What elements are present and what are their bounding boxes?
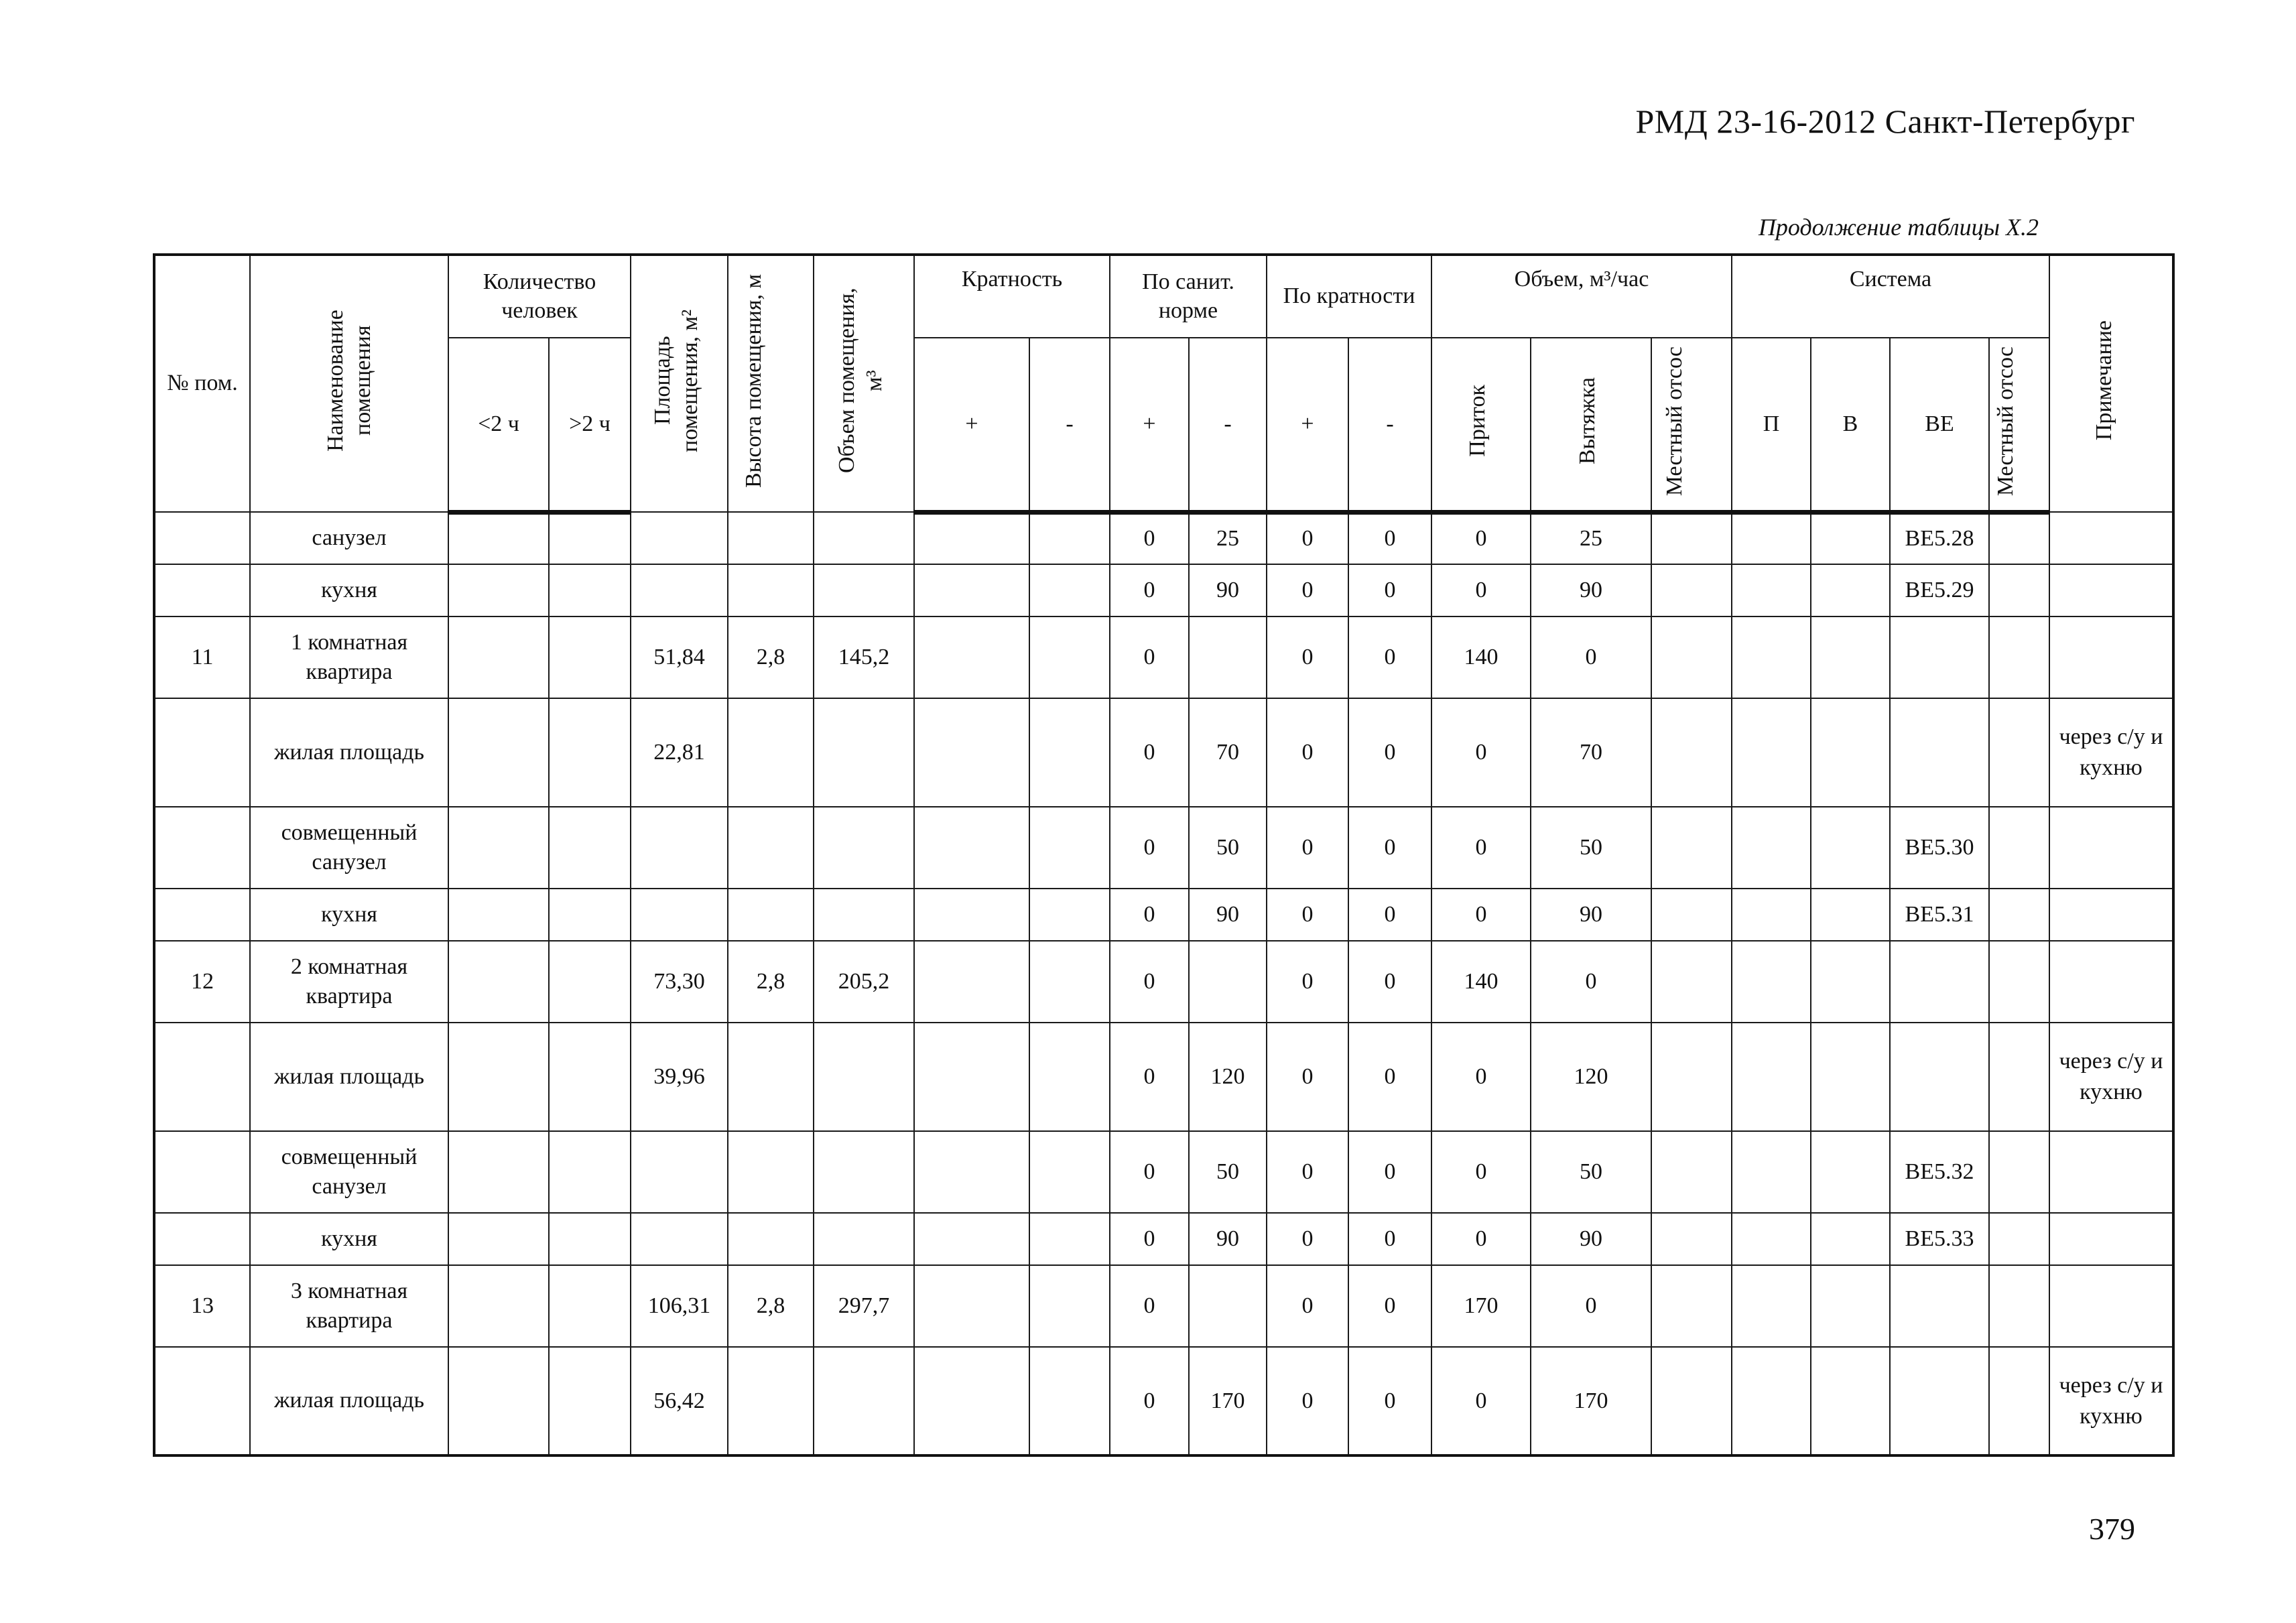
- cell-room-number: [154, 1347, 250, 1455]
- cell-pritok: 0: [1431, 1023, 1531, 1131]
- page-number: 379: [2089, 1512, 2135, 1546]
- cell-volume: [814, 1023, 914, 1131]
- cell-height: 2,8: [728, 1265, 814, 1347]
- cell-sanit-plus: 0: [1110, 616, 1189, 698]
- cell-pritok: 0: [1431, 512, 1531, 564]
- cell-sys-p: [1732, 564, 1811, 616]
- cell-kratnost-minus: [1029, 564, 1110, 616]
- cell-note: [2049, 889, 2173, 941]
- cell-note: [2049, 941, 2173, 1023]
- cell-sys-ve: ВЕ5.28: [1890, 512, 1989, 564]
- cell-sanit-plus: 0: [1110, 1265, 1189, 1347]
- cell-room-name: 3 комнатная квартира: [250, 1265, 448, 1347]
- cell-people-lt2: [448, 698, 549, 807]
- cell-sys-ve: ВЕ5.29: [1890, 564, 1989, 616]
- cell-sys-local-exhaust: [1989, 941, 2049, 1023]
- cell-kratnost-plus: [914, 616, 1029, 698]
- table-row: [154, 889, 2173, 941]
- cell-note: [2049, 564, 2173, 616]
- cell-people-gt2: [549, 512, 631, 564]
- cell-sanit-minus: 50: [1189, 1131, 1267, 1213]
- header-room-name: Наименование помещения: [250, 255, 448, 512]
- cell-vytyazhka: 70: [1531, 698, 1651, 807]
- header-krat-minus: -: [1348, 338, 1431, 512]
- table-row: [154, 512, 2173, 564]
- cell-sys-ve: [1890, 941, 1989, 1023]
- table-row: [154, 1213, 2173, 1265]
- cell-note: [2049, 1213, 2173, 1265]
- ventilation-table-container: [153, 253, 2175, 1457]
- cell-volume: [814, 889, 914, 941]
- cell-kratnost-minus: [1029, 1265, 1110, 1347]
- cell-sanit-plus: 0: [1110, 941, 1189, 1023]
- cell-kratnost-plus: [914, 941, 1029, 1023]
- table-row: [154, 807, 2173, 889]
- cell-kratnost-minus: [1029, 1131, 1110, 1213]
- cell-volume: 145,2: [814, 616, 914, 698]
- cell-people-gt2: [549, 698, 631, 807]
- cell-room-number: [154, 1213, 250, 1265]
- cell-area: 22,81: [631, 698, 728, 807]
- header-sys-v: В: [1811, 338, 1890, 512]
- cell-krat-minus: 0: [1348, 1131, 1431, 1213]
- cell-kratnost-plus: [914, 889, 1029, 941]
- cell-krat-plus: 0: [1267, 698, 1348, 807]
- cell-krat-minus: 0: [1348, 1265, 1431, 1347]
- cell-height: [728, 1213, 814, 1265]
- cell-krat-minus: 0: [1348, 512, 1431, 564]
- header-krat-plus: +: [1267, 338, 1348, 512]
- cell-pritok: 0: [1431, 889, 1531, 941]
- cell-sys-v: [1811, 512, 1890, 564]
- cell-krat-minus: 0: [1348, 941, 1431, 1023]
- cell-sys-p: [1732, 512, 1811, 564]
- cell-people-lt2: [448, 807, 549, 889]
- cell-sys-local-exhaust: [1989, 807, 2049, 889]
- cell-local-exhaust: [1651, 807, 1732, 889]
- cell-sys-v: [1811, 941, 1890, 1023]
- cell-local-exhaust: [1651, 512, 1732, 564]
- cell-krat-minus: 0: [1348, 564, 1431, 616]
- header-vytyazhka: Вытяжка: [1531, 338, 1651, 512]
- cell-sys-ve: [1890, 1265, 1989, 1347]
- cell-height: [728, 698, 814, 807]
- cell-room-number: [154, 1131, 250, 1213]
- cell-people-gt2: [549, 1265, 631, 1347]
- cell-vytyazhka: 90: [1531, 889, 1651, 941]
- cell-people-lt2: [448, 941, 549, 1023]
- header-local-exhaust: Местный отсос: [1651, 338, 1732, 512]
- cell-vytyazhka: 50: [1531, 1131, 1651, 1213]
- cell-vytyazhka: 0: [1531, 941, 1651, 1023]
- cell-volume: [814, 564, 914, 616]
- cell-sys-v: [1811, 807, 1890, 889]
- cell-volume: 297,7: [814, 1265, 914, 1347]
- cell-krat-plus: 0: [1267, 1213, 1348, 1265]
- cell-people-lt2: [448, 564, 549, 616]
- cell-people-lt2: [448, 1213, 549, 1265]
- cell-people-gt2: [549, 1023, 631, 1131]
- table-row: [154, 941, 2173, 1023]
- cell-sanit-plus: 0: [1110, 1347, 1189, 1455]
- cell-sys-ve: [1890, 698, 1989, 807]
- cell-sanit-minus: 90: [1189, 889, 1267, 941]
- cell-room-number: [154, 512, 250, 564]
- cell-sanit-minus: 90: [1189, 564, 1267, 616]
- cell-people-gt2: [549, 1213, 631, 1265]
- cell-pritok: 0: [1431, 1213, 1531, 1265]
- cell-krat-plus: 0: [1267, 1347, 1348, 1455]
- header-kratnost: Кратность: [914, 255, 1110, 338]
- cell-sanit-minus: 120: [1189, 1023, 1267, 1131]
- table-row: [154, 1347, 2173, 1455]
- cell-sys-ve: ВЕ5.33: [1890, 1213, 1989, 1265]
- cell-local-exhaust: [1651, 1131, 1732, 1213]
- cell-note: [2049, 1131, 2173, 1213]
- cell-kratnost-minus: [1029, 512, 1110, 564]
- table-row: [154, 564, 2173, 616]
- cell-room-name: жилая площадь: [250, 698, 448, 807]
- cell-sys-v: [1811, 1213, 1890, 1265]
- cell-area: [631, 1131, 728, 1213]
- table-row: [154, 616, 2173, 698]
- cell-room-name: кухня: [250, 564, 448, 616]
- cell-local-exhaust: [1651, 616, 1732, 698]
- table-row: [154, 1023, 2173, 1131]
- cell-vytyazhka: 90: [1531, 564, 1651, 616]
- cell-volume: 205,2: [814, 941, 914, 1023]
- cell-sys-v: [1811, 889, 1890, 941]
- cell-people-lt2: [448, 889, 549, 941]
- cell-room-name: совмещенный санузел: [250, 1131, 448, 1213]
- cell-sys-ve: ВЕ5.30: [1890, 807, 1989, 889]
- cell-krat-plus: 0: [1267, 616, 1348, 698]
- cell-room-name: кухня: [250, 1213, 448, 1265]
- cell-sys-v: [1811, 1347, 1890, 1455]
- cell-sys-p: [1732, 941, 1811, 1023]
- cell-krat-plus: 0: [1267, 807, 1348, 889]
- cell-local-exhaust: [1651, 889, 1732, 941]
- cell-room-name: санузел: [250, 512, 448, 564]
- cell-note: [2049, 616, 2173, 698]
- cell-room-number: [154, 698, 250, 807]
- cell-volume: [814, 1131, 914, 1213]
- cell-people-lt2: [448, 512, 549, 564]
- header-sys-ve: ВЕ: [1890, 338, 1989, 512]
- header-height: Высота помещения, м: [728, 255, 814, 512]
- cell-vytyazhka: 90: [1531, 1213, 1651, 1265]
- header-system: Система: [1732, 255, 2049, 338]
- table-row: [154, 1265, 2173, 1347]
- cell-height: 2,8: [728, 616, 814, 698]
- cell-people-gt2: [549, 564, 631, 616]
- cell-kratnost-minus: [1029, 616, 1110, 698]
- cell-vytyazhka: 25: [1531, 512, 1651, 564]
- cell-sanit-minus: 50: [1189, 807, 1267, 889]
- header-people-lt2: <2 ч: [448, 338, 549, 512]
- cell-height: [728, 564, 814, 616]
- header-pritok: Приток: [1431, 338, 1531, 512]
- cell-sanit-minus: 170: [1189, 1347, 1267, 1455]
- cell-kratnost-minus: [1029, 1023, 1110, 1131]
- header-sys-local-exhaust: Местный отсос: [1989, 338, 2049, 512]
- document-header: РМД 23-16-2012 Санкт-Петербург: [1635, 103, 2135, 140]
- cell-sys-local-exhaust: [1989, 564, 2049, 616]
- header-sanit-minus: -: [1189, 338, 1267, 512]
- cell-sanit-plus: 0: [1110, 1023, 1189, 1131]
- cell-note: [2049, 512, 2173, 564]
- cell-sys-ve: ВЕ5.31: [1890, 889, 1989, 941]
- cell-volume: [814, 1347, 914, 1455]
- cell-sys-v: [1811, 564, 1890, 616]
- cell-sys-v: [1811, 1023, 1890, 1131]
- cell-sys-ve: [1890, 616, 1989, 698]
- cell-area: [631, 889, 728, 941]
- cell-sanit-minus: [1189, 941, 1267, 1023]
- cell-sys-local-exhaust: [1989, 1213, 2049, 1265]
- cell-local-exhaust: [1651, 1213, 1732, 1265]
- cell-kratnost-minus: [1029, 807, 1110, 889]
- cell-kratnost-minus: [1029, 889, 1110, 941]
- cell-krat-plus: 0: [1267, 941, 1348, 1023]
- cell-krat-minus: 0: [1348, 698, 1431, 807]
- cell-room-name: 2 комнатная квартира: [250, 941, 448, 1023]
- cell-area: 73,30: [631, 941, 728, 1023]
- cell-local-exhaust: [1651, 698, 1732, 807]
- table-body: [154, 512, 2173, 1455]
- cell-krat-plus: 0: [1267, 1131, 1348, 1213]
- cell-local-exhaust: [1651, 1265, 1732, 1347]
- header-people-count: Количество человек: [448, 255, 631, 338]
- cell-krat-plus: 0: [1267, 512, 1348, 564]
- cell-people-lt2: [448, 1023, 549, 1131]
- cell-sanit-plus: 0: [1110, 1131, 1189, 1213]
- cell-sanit-minus: 70: [1189, 698, 1267, 807]
- ventilation-table: [153, 253, 2175, 1457]
- cell-volume: [814, 512, 914, 564]
- cell-sys-p: [1732, 616, 1811, 698]
- header-people-gt2: >2 ч: [549, 338, 631, 512]
- cell-sys-local-exhaust: [1989, 1131, 2049, 1213]
- cell-sys-p: [1732, 1131, 1811, 1213]
- cell-local-exhaust: [1651, 564, 1732, 616]
- cell-room-number: [154, 1023, 250, 1131]
- cell-krat-minus: 0: [1348, 1347, 1431, 1455]
- cell-sys-local-exhaust: [1989, 512, 2049, 564]
- cell-local-exhaust: [1651, 1023, 1732, 1131]
- cell-krat-plus: 0: [1267, 564, 1348, 616]
- cell-area: [631, 1213, 728, 1265]
- cell-krat-plus: 0: [1267, 1023, 1348, 1131]
- cell-sys-v: [1811, 1265, 1890, 1347]
- cell-room-number: 13: [154, 1265, 250, 1347]
- cell-area: [631, 512, 728, 564]
- cell-local-exhaust: [1651, 941, 1732, 1023]
- cell-room-name: совмещенный санузел: [250, 807, 448, 889]
- cell-room-name: жилая площадь: [250, 1023, 448, 1131]
- cell-volume: [814, 807, 914, 889]
- cell-sys-local-exhaust: [1989, 1023, 2049, 1131]
- cell-sys-p: [1732, 1265, 1811, 1347]
- cell-pritok: 0: [1431, 564, 1531, 616]
- cell-room-name: кухня: [250, 889, 448, 941]
- cell-pritok: 140: [1431, 616, 1531, 698]
- cell-kratnost-minus: [1029, 1347, 1110, 1455]
- header-sanit-plus: +: [1110, 338, 1189, 512]
- cell-sys-p: [1732, 1213, 1811, 1265]
- cell-kratnost-plus: [914, 698, 1029, 807]
- header-volume-flow: Объем, м³/час: [1431, 255, 1732, 338]
- cell-krat-minus: 0: [1348, 889, 1431, 941]
- cell-kratnost-plus: [914, 1213, 1029, 1265]
- cell-local-exhaust: [1651, 1347, 1732, 1455]
- cell-pritok: 0: [1431, 1131, 1531, 1213]
- cell-room-number: [154, 807, 250, 889]
- cell-vytyazhka: 170: [1531, 1347, 1651, 1455]
- cell-sys-local-exhaust: [1989, 889, 2049, 941]
- cell-note: через с/у и кухню: [2049, 698, 2173, 807]
- cell-area: 51,84: [631, 616, 728, 698]
- cell-krat-minus: 0: [1348, 616, 1431, 698]
- cell-sanit-minus: [1189, 616, 1267, 698]
- cell-note: [2049, 1265, 2173, 1347]
- cell-kratnost-minus: [1029, 941, 1110, 1023]
- cell-height: [728, 889, 814, 941]
- cell-kratnost-minus: [1029, 698, 1110, 807]
- cell-people-gt2: [549, 889, 631, 941]
- header-volume: Объем помещения, м³: [814, 255, 914, 512]
- cell-kratnost-plus: [914, 564, 1029, 616]
- cell-sys-v: [1811, 698, 1890, 807]
- cell-sys-ve: [1890, 1023, 1989, 1131]
- header-by-kratnost: По кратности: [1267, 255, 1431, 338]
- cell-people-lt2: [448, 616, 549, 698]
- cell-note: через с/у и кухню: [2049, 1023, 2173, 1131]
- cell-note: [2049, 807, 2173, 889]
- cell-sanit-plus: 0: [1110, 512, 1189, 564]
- cell-sanit-minus: 25: [1189, 512, 1267, 564]
- cell-area: [631, 807, 728, 889]
- cell-sanit-plus: 0: [1110, 564, 1189, 616]
- cell-pritok: 170: [1431, 1265, 1531, 1347]
- cell-room-number: 12: [154, 941, 250, 1023]
- cell-height: [728, 807, 814, 889]
- cell-vytyazhka: 0: [1531, 616, 1651, 698]
- cell-sanit-minus: 90: [1189, 1213, 1267, 1265]
- cell-room-name: жилая площадь: [250, 1347, 448, 1455]
- cell-room-number: 11: [154, 616, 250, 698]
- cell-room-number: [154, 889, 250, 941]
- cell-pritok: 140: [1431, 941, 1531, 1023]
- cell-sys-p: [1732, 698, 1811, 807]
- header-sys-p: П: [1732, 338, 1811, 512]
- header-area: Площадь помещения, м²: [631, 255, 728, 512]
- cell-people-gt2: [549, 616, 631, 698]
- header-kratnost-plus: +: [914, 338, 1029, 512]
- cell-people-gt2: [549, 807, 631, 889]
- header-note: Примечание: [2049, 255, 2173, 512]
- cell-height: [728, 1347, 814, 1455]
- cell-krat-minus: 0: [1348, 1213, 1431, 1265]
- cell-height: 2,8: [728, 941, 814, 1023]
- header-kratnost-minus: -: [1029, 338, 1110, 512]
- table-caption: Продолжение таблицы X.2: [1758, 214, 2039, 241]
- cell-height: [728, 1023, 814, 1131]
- cell-pritok: 0: [1431, 698, 1531, 807]
- table-row: [154, 698, 2173, 807]
- cell-volume: [814, 1213, 914, 1265]
- table-row: [154, 1131, 2173, 1213]
- cell-kratnost-plus: [914, 807, 1029, 889]
- cell-sys-p: [1732, 889, 1811, 941]
- cell-sys-v: [1811, 1131, 1890, 1213]
- cell-sanit-plus: 0: [1110, 889, 1189, 941]
- cell-krat-minus: 0: [1348, 1023, 1431, 1131]
- cell-sanit-plus: 0: [1110, 698, 1189, 807]
- cell-sys-p: [1732, 1347, 1811, 1455]
- cell-vytyazhka: 0: [1531, 1265, 1651, 1347]
- cell-sys-ve: [1890, 1347, 1989, 1455]
- cell-people-gt2: [549, 1347, 631, 1455]
- cell-kratnost-minus: [1029, 1213, 1110, 1265]
- cell-sys-local-exhaust: [1989, 616, 2049, 698]
- cell-sanit-plus: 0: [1110, 807, 1189, 889]
- cell-sys-local-exhaust: [1989, 1265, 2049, 1347]
- cell-people-gt2: [549, 1131, 631, 1213]
- cell-note: через с/у и кухню: [2049, 1347, 2173, 1455]
- cell-kratnost-plus: [914, 1131, 1029, 1213]
- cell-people-lt2: [448, 1131, 549, 1213]
- cell-room-number: [154, 564, 250, 616]
- cell-sys-v: [1811, 616, 1890, 698]
- cell-volume: [814, 698, 914, 807]
- cell-height: [728, 512, 814, 564]
- cell-height: [728, 1131, 814, 1213]
- cell-sanit-plus: 0: [1110, 1213, 1189, 1265]
- cell-area: 106,31: [631, 1265, 728, 1347]
- cell-vytyazhka: 120: [1531, 1023, 1651, 1131]
- cell-people-gt2: [549, 941, 631, 1023]
- cell-area: 39,96: [631, 1023, 728, 1131]
- cell-sys-local-exhaust: [1989, 698, 2049, 807]
- cell-people-lt2: [448, 1347, 549, 1455]
- cell-vytyazhka: 50: [1531, 807, 1651, 889]
- cell-kratnost-plus: [914, 1347, 1029, 1455]
- cell-sys-p: [1732, 1023, 1811, 1131]
- header-room-number: № пом.: [154, 255, 250, 512]
- cell-people-lt2: [448, 1265, 549, 1347]
- cell-area: 56,42: [631, 1347, 728, 1455]
- cell-kratnost-plus: [914, 512, 1029, 564]
- cell-krat-minus: 0: [1348, 807, 1431, 889]
- cell-pritok: 0: [1431, 807, 1531, 889]
- cell-sys-ve: ВЕ5.32: [1890, 1131, 1989, 1213]
- cell-kratnost-plus: [914, 1265, 1029, 1347]
- cell-krat-plus: 0: [1267, 1265, 1348, 1347]
- cell-kratnost-plus: [914, 1023, 1029, 1131]
- cell-krat-plus: 0: [1267, 889, 1348, 941]
- cell-area: [631, 564, 728, 616]
- header-sanit-norm: По санит. норме: [1110, 255, 1267, 338]
- cell-room-name: 1 комнатная квартира: [250, 616, 448, 698]
- cell-sanit-minus: [1189, 1265, 1267, 1347]
- cell-pritok: 0: [1431, 1347, 1531, 1455]
- cell-sys-p: [1732, 807, 1811, 889]
- cell-sys-local-exhaust: [1989, 1347, 2049, 1455]
